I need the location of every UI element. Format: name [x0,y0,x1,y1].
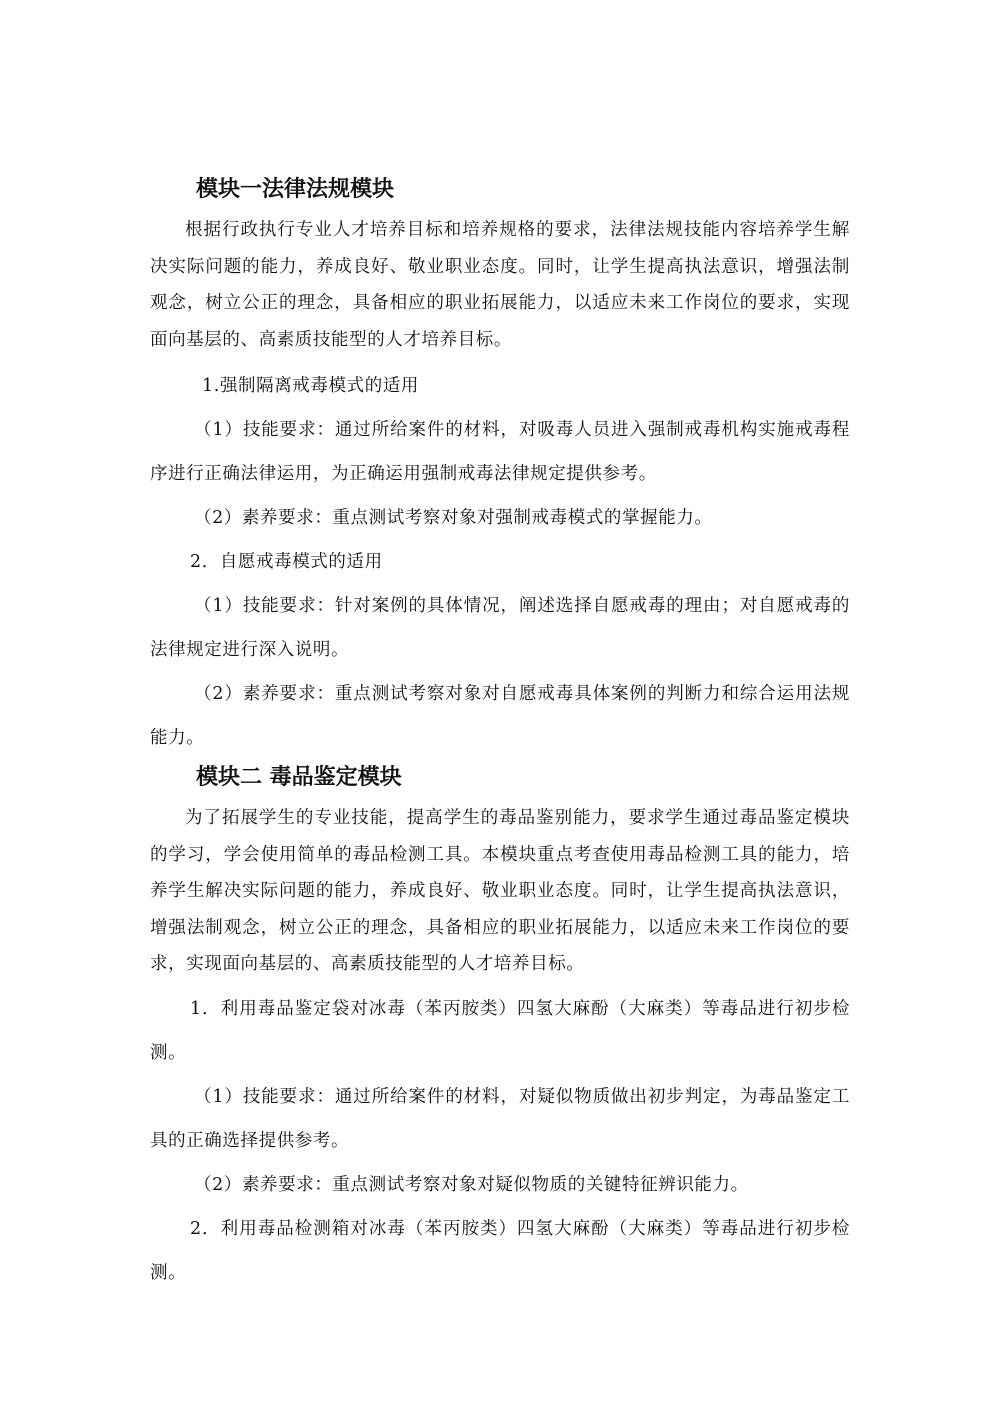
module-1-section-1-quality: （2）素养要求：重点测试考察对象对强制戒毒模式的掌握能力。 [194,508,713,528]
module-2-section-2-title: 2．利用毒品检测箱对冰毒（苯丙胺类）四氢大麻酚（大麻类）等毒品进行初步检测。 [150,1218,850,1283]
module-1-intro: 根据行政执行专业人才培养目标和培养规格的要求，法律法规技能内容培养学生解决实际问题的能力，养成良好、敬业职业态度。同时，让学生提高执法意识，增强法制观念，树立公正的理念，具备相应的职业拓展能力，以适应未来工作岗位的要求，实现面向基层的、高素质技能型的人才培养目标。 [150,220,850,350]
document-body [150,172,850,1295]
module-1-section-2-skill: （1）技能要求：针对案例的具体情况，阐述选择自愿戒毒的理由；对自愿戒毒的法律规定进行深入说明。 [150,596,850,660]
module-2-section-1-title: 1．利用毒品鉴定袋对冰毒（苯丙胺类）四氢大麻酚（大麻类）等毒品进行初步检测。 [150,998,850,1063]
module-1-section-1-title: 1.强制隔离戒毒模式的适用 [202,376,419,396]
module-1-section-2-quality: （2）素养要求：重点测试考察对象对自愿戒毒具体案例的判断力和综合运用法规能力。 [150,684,850,748]
module-1-section-2-title: 2．自愿戒毒模式的适用 [190,552,383,572]
module-2-section-1-skill: （1）技能要求：通过所给案件的材料，对疑似物质做出初步判定，为毒品鉴定工具的正确选择提供参考。 [150,1086,850,1151]
module-2-section-1-quality: （2）素养要求：重点测试考察对象对疑似物质的关键特征辨识能力。 [194,1174,749,1195]
module-1-section-1-skill: （1）技能要求：通过所给案件的材料，对吸毒人员进入强制戒毒机构实施戒毒程序进行正确法律运用，为正确运用强制戒毒法律规定提供参考。 [150,420,850,484]
module-2-intro: 为了拓展学生的专业技能，提高学生的毒品鉴别能力，要求学生通过毒品鉴定模块的学习，学会使用简单的毒品检测工具。本模块重点考查使用毒品检测工具的能力，培养学生解决实际问题的能力，养成良好、敬业职业态度。同时，让学生提高执法意识，增强法制观念，树立公正的理念，具备相应的职业拓展能力，以适应未来工作岗位的要求，实现面向基层的、高素质技能型的人才培养目标。 [150,808,850,974]
module-1-title: 模块一法律法规模块 [196,177,395,202]
module-2-title: 模块二 毒品鉴定模块 [196,765,402,790]
